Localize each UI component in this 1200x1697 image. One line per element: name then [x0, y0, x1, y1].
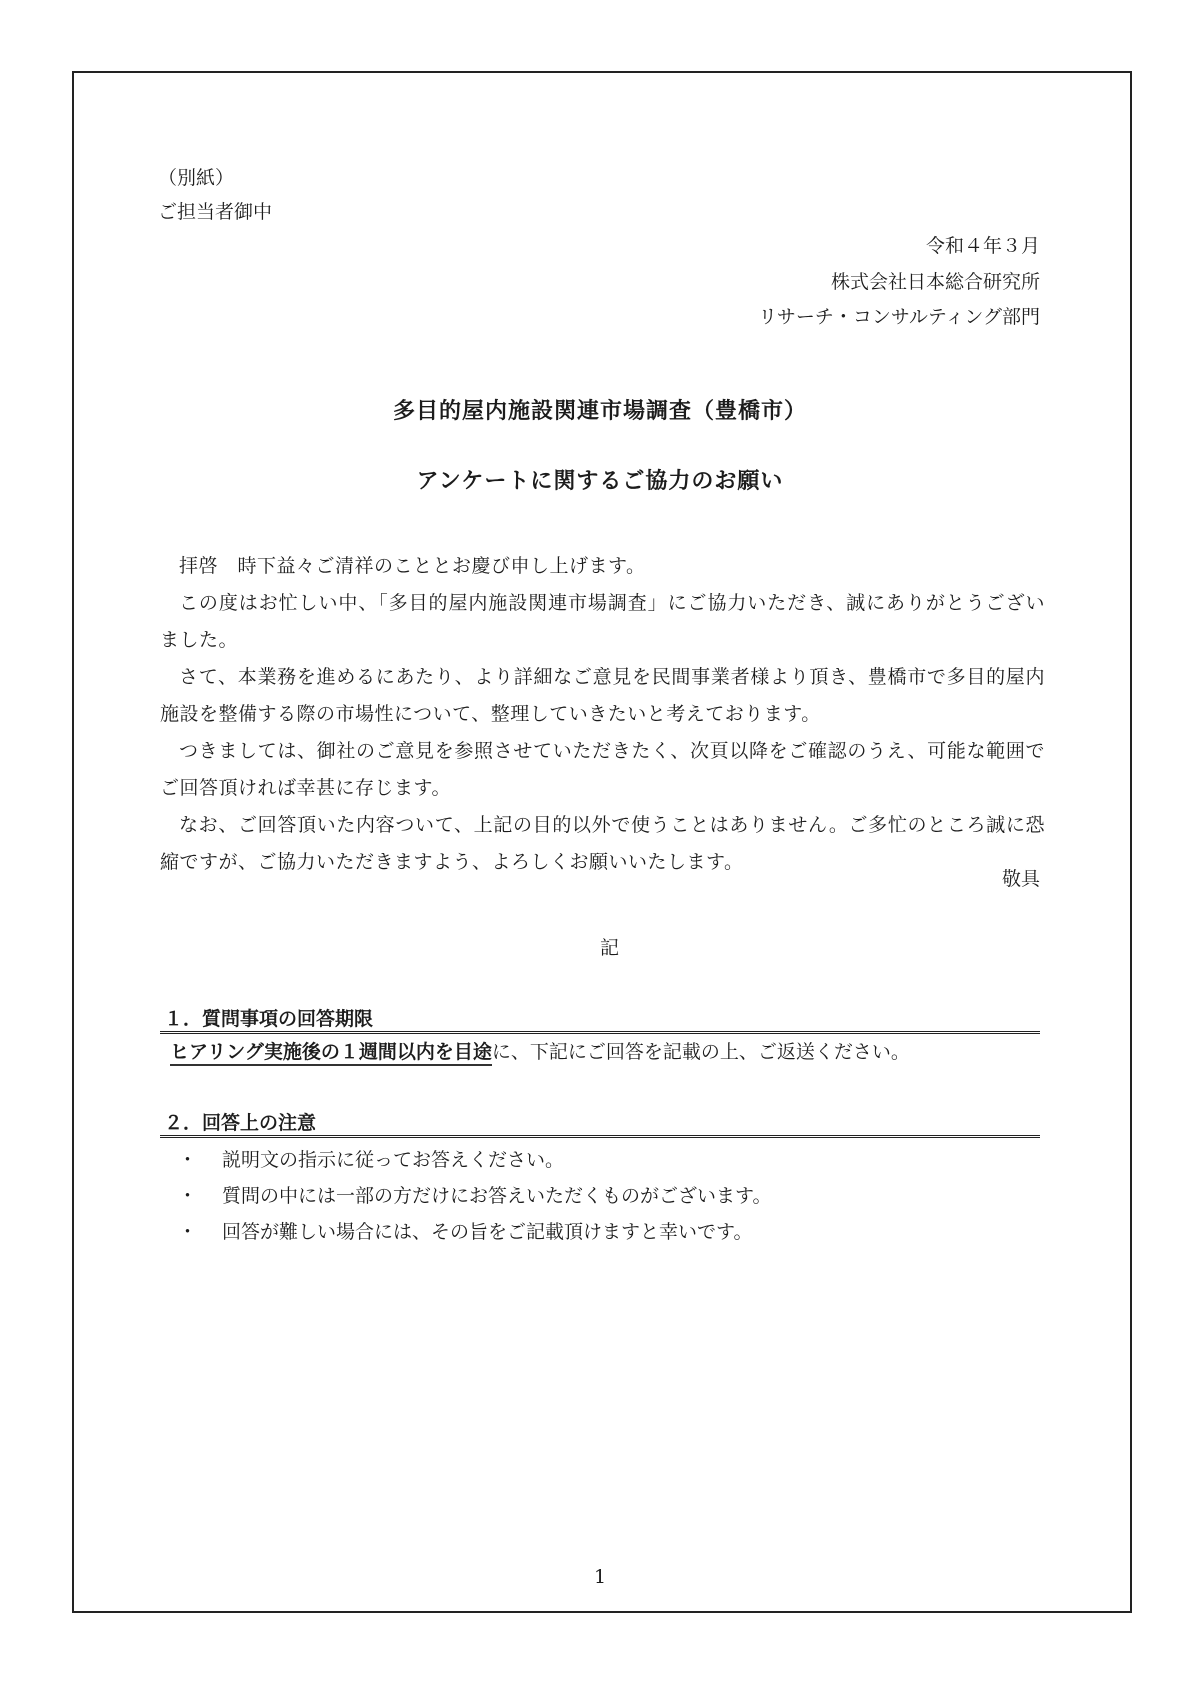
- paragraph-greeting: 拝啓 時下益々ご清祥のこととお慶び申し上げます。: [179, 555, 646, 577]
- bullet-symbol: ・: [178, 1221, 198, 1243]
- bullet-symbol: ・: [178, 1185, 198, 1207]
- paragraph-privacy: なお、ご回答頂いた内容ついて、上記の目的以外で使うことはありません。ご多忙のところ誠に恐縮ですが、ご協力いただきますよう、よろしくお願いいたします。: [160, 814, 1045, 873]
- paragraph-request: つきましては、御社のご意見を参照させていただきたく、次頁以降をご確認のうえ、可能な範囲でご回答頂ければ幸甚に存じます。: [160, 740, 1045, 799]
- sub-title: アンケートに関するご協力のお願い: [416, 469, 784, 494]
- department-name: リサーチ・コンサルティング部門: [758, 306, 1040, 328]
- deadline-emphasis: ヒアリング実施後の１週間以内を目途: [170, 1041, 492, 1066]
- letter-body: [160, 548, 1045, 881]
- attachment-label: （別紙）: [158, 167, 235, 189]
- page-number: 1: [593, 1566, 607, 1588]
- addressee: ご担当者御中: [158, 201, 273, 223]
- deadline-rest: に、下記にご回答を記載の上、ご返送ください。: [491, 1041, 910, 1063]
- date: 令和４年３月: [925, 235, 1040, 257]
- paragraph-thanks: この度はお忙しい中、「多目的屋内施設関連市場調査」にご協力いただき、誠にありがとうございました。: [160, 592, 1045, 651]
- note-text: 質問の中には一部の方だけにお答えいただくものがございます。: [222, 1185, 772, 1207]
- section2-heading: ２．回答上の注意: [160, 1108, 1040, 1138]
- list-item: [178, 1214, 771, 1250]
- paragraph-purpose: さて、本業務を進めるにあたり、より詳細なご意見を民間事業者様より頂き、豊橋市で多目的屋内施設を整備する際の市場性について、整理していきたいと考えております。: [160, 666, 1045, 725]
- notes-list: [178, 1142, 771, 1250]
- ki-marker: 記: [600, 937, 620, 959]
- company-name: 株式会社日本総合研究所: [830, 271, 1040, 293]
- bullet-symbol: ・: [178, 1149, 198, 1171]
- list-item: [178, 1178, 771, 1214]
- closing: 敬具: [1001, 868, 1040, 890]
- section1-heading: １．質問事項の回答期限: [160, 1004, 1040, 1034]
- list-item: [178, 1142, 771, 1178]
- note-text: 回答が難しい場合には、その旨をご記載頂けますと幸いです。: [222, 1221, 753, 1243]
- deadline-text: [170, 1037, 910, 1067]
- main-title: 多目的屋内施設関連市場調査（豊橋市）: [392, 399, 807, 424]
- note-text: 説明文の指示に従ってお答えください。: [222, 1149, 565, 1171]
